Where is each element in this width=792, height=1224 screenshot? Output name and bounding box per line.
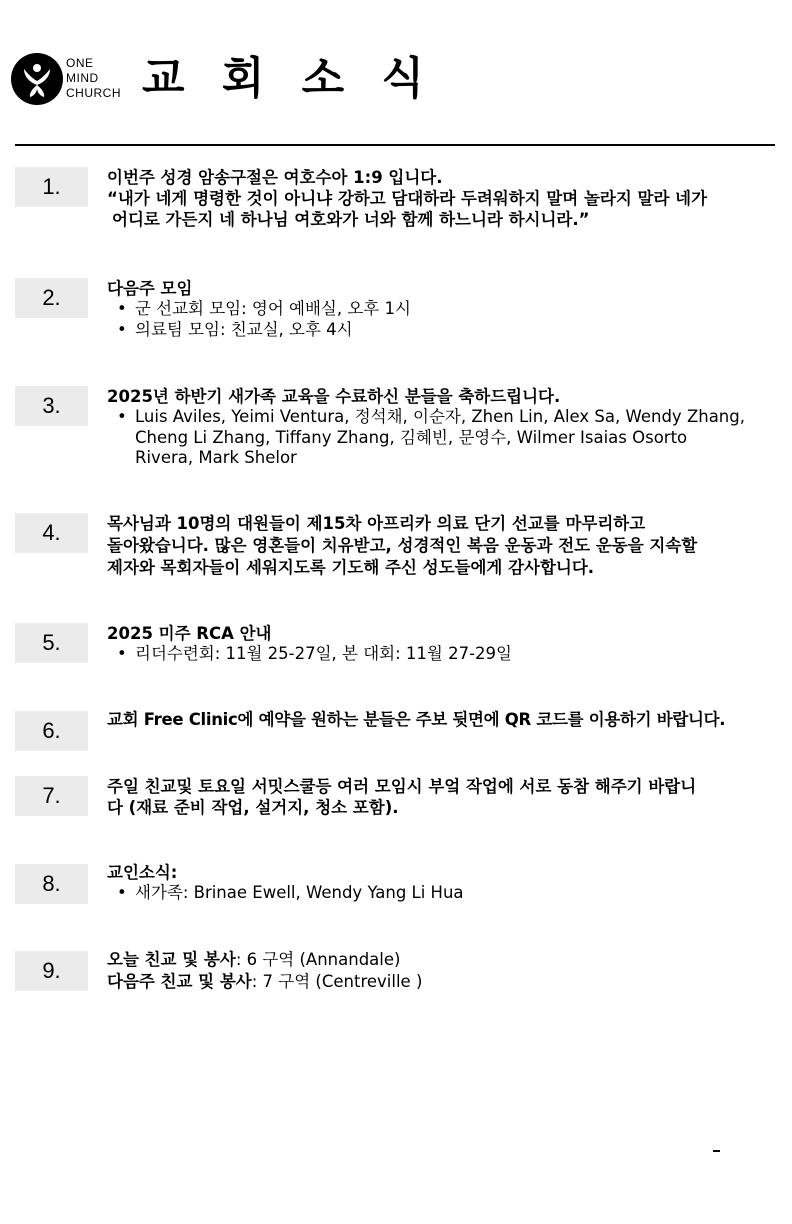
list-item: • 의료팀 모임: 친교실, 오후 4시 xyxy=(107,320,787,341)
page-title: 교 회 소 식 xyxy=(142,53,435,104)
bulletin-header xyxy=(10,50,780,110)
bullet-line: • Luis Aviles, Yeimi Ventura, 정석채, 이순자, Zhen Lin, Alex Sa, Wendy Zhang, xyxy=(135,407,745,426)
item-bullet-list xyxy=(107,407,787,469)
list-item: • 군 선교회 모임: 영어 예배실, 오후 1시 xyxy=(107,299,787,320)
item-heading: 2025년 하반기 새가족 교육을 수료하신 분들을 축하드립니다. xyxy=(107,387,561,406)
logo-line: ONE xyxy=(66,56,94,70)
item-heading: 다음주 모임 xyxy=(107,279,193,298)
item-body xyxy=(107,776,787,818)
item-line: 이번주 성경 암송구절은 여호수아 1:9 입니다. xyxy=(107,168,443,187)
church-name-logo xyxy=(66,56,121,101)
bullet-line: Rivera, Mark Shelor xyxy=(135,448,297,467)
item-heading: 교인소식: xyxy=(107,863,178,882)
item-number: 5. xyxy=(15,623,88,663)
item-body xyxy=(107,949,787,993)
item-body xyxy=(107,862,787,904)
item-body xyxy=(107,623,787,665)
item-number: 6. xyxy=(15,711,88,751)
item-heading: 2025 미주 RCA 안내 xyxy=(107,624,272,643)
item-number: 7. xyxy=(15,776,88,816)
item-body xyxy=(107,278,787,340)
header-divider xyxy=(15,144,775,146)
bullet-line: Cheng Li Zhang, Tiffany Zhang, 김혜빈, 문영수, Wilmer Isaias Osorto xyxy=(135,427,688,447)
list-item xyxy=(107,407,787,469)
list-item: • 새가족: Brinae Ewell, Wendy Yang Li Hua xyxy=(107,883,787,904)
church-logo-icon xyxy=(10,52,64,106)
item-number: 4. xyxy=(15,513,88,553)
item-bullet-list xyxy=(107,883,787,904)
item-number: 9. xyxy=(15,951,88,991)
item-number: 2. xyxy=(15,278,88,318)
service-line-today xyxy=(107,949,787,971)
item-body xyxy=(107,167,787,230)
item-bullet-list xyxy=(107,299,787,340)
service-value: : 7 구역 (Centreville ) xyxy=(251,972,423,991)
service-line-next-week xyxy=(107,971,787,993)
item-body xyxy=(107,709,787,730)
item-body xyxy=(107,386,787,469)
service-label: 오늘 친교 및 봉사 xyxy=(107,950,236,969)
logo-line: CHURCH xyxy=(66,86,121,100)
item-line: 주일 친교및 토요일 서밋스쿨등 여러 모임시 부엌 작업에 서로 동참 해주기 바랍니 xyxy=(107,777,697,796)
item-line: 돌아왔습니다. 많은 영혼들이 치유받고, 성경적인 복음 운동과 전도 운동을 지속할 xyxy=(107,536,698,555)
service-label: 다음주 친교 및 봉사 xyxy=(107,972,252,991)
item-line: “내가 네게 명령한 것이 아니냐 강하고 담대하라 두려워하지 말며 놀라지 말라 네가 xyxy=(107,189,708,208)
item-line: 목사님과 10명의 대원들이 제15차 아프리카 의료 단기 선교를 마무리하고 xyxy=(107,514,646,533)
service-value: : 6 구역 (Annandale) xyxy=(235,950,401,969)
item-line: 어디로 가든지 네 하나님 여호와가 너와 함께 하느니라 하시니라.” xyxy=(112,210,590,229)
item-number: 1. xyxy=(15,167,88,207)
item-number: 8. xyxy=(15,864,88,904)
page-dash-mark xyxy=(713,1150,720,1152)
item-number: 3. xyxy=(15,386,88,426)
logo-line: MIND xyxy=(66,71,99,85)
item-line: 제자와 목회자들이 세워지도록 기도해 주신 성도들에게 감사합니다. xyxy=(107,558,595,577)
list-item: • 리더수련회: 11월 25-27일, 본 대회: 11월 27-29일 xyxy=(107,644,787,665)
item-line: 다 (재료 준비 작업, 설거지, 청소 포함). xyxy=(107,798,399,817)
item-bullet-list xyxy=(107,644,787,665)
item-line: 교회 Free Clinic에 예약을 원하는 분들은 주보 뒷면에 QR 코드를 이용하기 바랍니다. xyxy=(107,710,726,729)
item-body xyxy=(107,513,787,579)
